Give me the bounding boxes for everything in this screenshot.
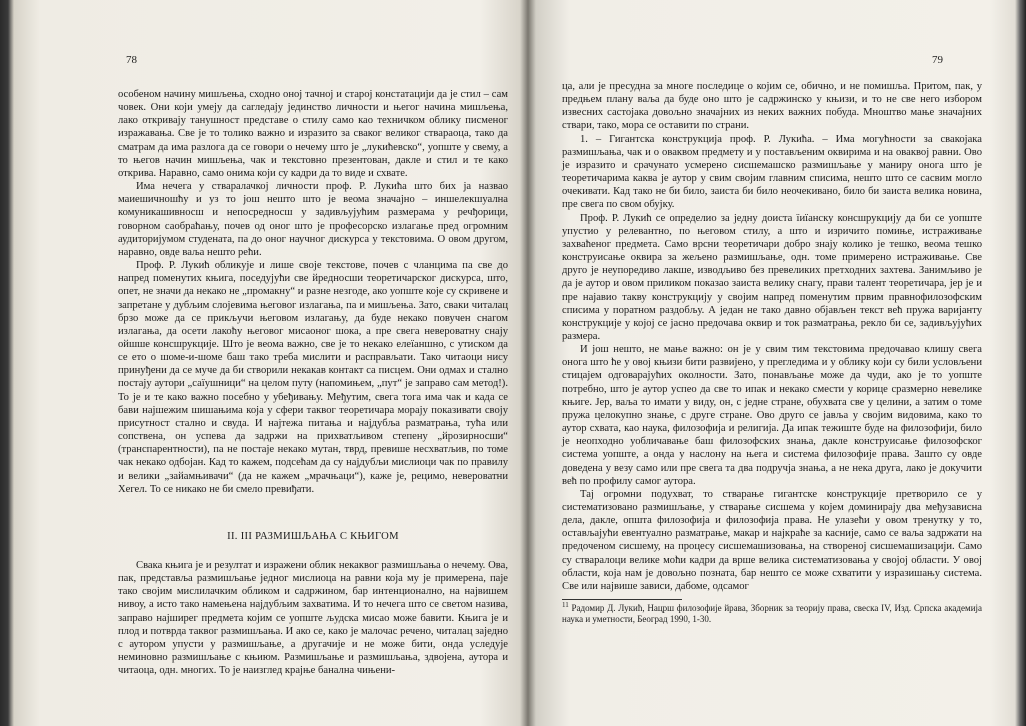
paragraph: Проф. Р. Лукић обликује и лише своје текстове, почев с чланцима па све до напред поменутих књига, поседујући све йредносши теоретичарског дискурса, што, опет, не значи да некако не „промакну“ и разне незгоде, ако уопште које су скривене и запретане у дубљим слојевима његовог излагања, па и мишљења. Зато, сваки читалац брзо може да се прикључи његовом излагању, да буде некако повучен снагом излагања, да осети лакоћу његовог мисаоног шока, а пре свега невероватну снају ойшше консшрукције. Што је веома важно, све је то некако елеїаншно, с утиском да се ето о шоме-и-шоме баш тако треба мислити и расправљати. Тако читаоци нису принуђени да се муче да би створили некакав контакт са писцем. Они одмах и стално постају аутори „саїушници“ на целом путу (напомињем, „пут“ је заправо сам метод!). То је и те како важно посебно у убеђивању. Међутим, свега тога има чак и када се бави најшежим шишањима која у сфери таквог теоретичара морају показивати своју присутност стално и свуда. И најтежа питања и најдубља разматрања, тућа или сопствена, он успева да задржи на прихватљивом степену „йрозирносши“ (транспарентности), па не постаје некако мутан, тврд, превише несхватљив, по томе чак некако одбојан. Кад то кажем, подсећам да су најдубљи мислиоци чак по правилу и велики „зайамњивачи“ (да не кажем „мрачњаци“), каже је, рецимо, невероватни Хегел. То се никако не би смело превиђати. bbox=[118, 260, 508, 495]
left-page-body bbox=[118, 88, 508, 677]
paragraph: особеном начину мишљења, сходно оној тачној и старој констатацији да је стил – сам човек. Они који умеју да сагледају јединство личности и његог начина мишљења, лако откривају танушност представе о стилу само као техничком облику писменог изражавања. Све је то толико важно и изразито за сваког великог ствараоца, тако да сматрам да има разлога да се говори о нечему што је „лукићевско“, уопште у свему, а то његов начин мишљења, чак и текстовно презентован, дакле и стил и те како открива. Наравно, само онима који су кадри да то виде и схвате. bbox=[118, 89, 508, 179]
right-page-number: 79 bbox=[932, 54, 943, 66]
paragraph: ца, али је пресудна за многе последице о којим се, обично, и не помишља. Притом, пак, у предњем плану ваља да буде оно што је садржинско у књизи, и то не све него избором извесних састојака довољно значајних из неких важних побуда. Мноштво мање значајних ствари, тако, мора се оставити по страни. bbox=[562, 81, 982, 132]
footnote-marker: 11 bbox=[562, 601, 569, 610]
footnote-text: Радомир Д. Лукић, Нацрш филозофије йрава, Зборник за теорију права, свеска IV, Изд. Српска академија наука и уметности, Београд 1990, 1-30. bbox=[562, 603, 983, 625]
paragraph: Свака књига је и резултат и изражени облик некаквог размишљања о нечему. Ова, пак, представља размишљање једног мислиоца на равни која му је примерена, паје тако својим мислилачким обликом и садржином, бар интенционално, на највишем нивоу, а исто тако намењена најдубљим захватима. И то нечега што се светом назива, заправо најширег предмета којим се уопште људска мисао може бавити. Књига је и плод и потврда таквог размишљања. И ако се, како је малочас речено, читалац заједно с аутором упусти у размишљање, а другачије и не може бити, онда уследује неминовно размишљање с књиюм. Размишљање и размишљања, здвојена, аутора и читаоца, одн. многих. То је наизглед крајње банална чињени- bbox=[118, 560, 508, 677]
paragraph: 1. – Гигантска конструкција проф. Р. Лукића. – Има могућности за свакојака размишљања, чак и о оваквом предмету и у постављеним оквирима и на оваквој равни. Ово је изразито и срачунато усмерено сисшемашско размишљање у маниру онога што је теоретичарима каква је аутор у свим својим главним списима, нешто што се сасвим могло очекивати. Кад тако не би било, заиста би било неочекивано, било би заиста велика новина, пре свега по свом обујку. bbox=[562, 133, 982, 211]
right-page bbox=[532, 0, 1012, 726]
footnote bbox=[562, 603, 982, 625]
paragraph: И још нешто, не мање важно: он је у свим тим текстовима предочавао клишу свега онога што ће у овој књизи бити развијено, у прегледима и у облику који су били условљени стицајем одговарајућих околности. Зато, понављање може да чуди, ако је то уопште потребно, што је аутор успео да све то ипак и некако смести у корице сразмерно невелике књиге. Јер, ваља то имати у виду, он, с једне стране, обухвата све у целини, а затим о томе пружа целокупно знање, с друге стране. Ово друго се јавља у својим видовима, како то аутор схвата, као наука, филозофија и религија. Да ипак тежиште буде на филозофији, било је неопходно уобличавање баш филозофских знања, дакле конструисање филозофског система уопште, а онда у наслону на њега и система филозофије права. Зашто су овде доведена у везу само или пре свега та два подручја знања, а не нека друга, лако је докучити већ по профилу самог аутора. bbox=[562, 344, 982, 487]
paragraph: Тај огромни подухват, то стварање гигантске конструкције претворило се у систематизовано размишљање, у стварање сисшема у којем доминирају два међузависна дела, дакле, општа филозофија и филозофија права. Не улазећи у овом тренутку у то, остављајући евентуално разматрање, макар и најкраће за касније, само се ваља задржати на предоченом сисшему, на процесу сисшемашизовања, на створеној сисшемашизацији. Само су стваралоци велике моћи кадри да врше велика систематизовања у својој области. У овој области, која нам је довољно позната, бар нешто се може схватити у изразишању система. Све или највише зависи, дабоме, одсамог bbox=[562, 488, 982, 592]
left-page-number: 78 bbox=[126, 54, 137, 66]
right-page-body bbox=[562, 80, 982, 625]
paragraph: Проф. Р. Лукић се определио за једну доиста ïиïанску консшрукцију да би се уопште упустио у релевантно, по његовом стилу, а што и изричито помиње, истраживање захваћеног предмета. Само врсни теоретичари добро знају колико је тешко, веома тешко конструисање оквира за жељено размишљање, одн. томе примерено истраживање. Све друго је неупоредиво лакше, изводљиво без превеликих претходних захтева. Занимљиво је да је аутор и овом приликом показао заиста велику снагу, прави талент теоретичара, јер је и пре најавио такву конструкцију у својим напред поменутим првим правнофилозофским списима у поратном раздобљу. А један не тако давно објављен текст већ пружа варијанту конструкције у којој се јасно предочава оквир и ток разматрања, рекло би се, задивљујућих размера. bbox=[562, 212, 982, 342]
left-page bbox=[18, 0, 523, 726]
section-heading: II. III РАЗМИШЉАЊА С КЊИГОМ bbox=[227, 530, 399, 542]
paragraph: Има нечега у стваралачкој личности проф. Р. Лукића што бих ја назвао маиешичношћу и уз то још нешто што је веома значајно – иншелекшуална комуникашивносш и непосредносш у задивљујућим размерама у речђорици, говорном саобраћању, почев од оног што је професорско излагање пред огромним аудиторијумом студената, па до оног научног дискурса у текстовима. О овом другом, наравно, овде ваља нешто рећи. bbox=[118, 181, 508, 258]
footnote-rule bbox=[562, 599, 682, 600]
